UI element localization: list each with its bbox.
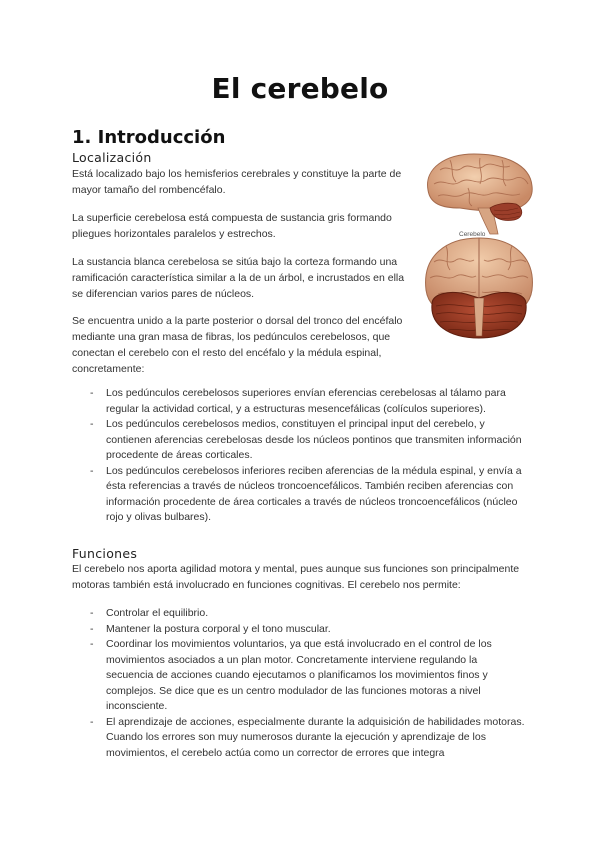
page-title: El cerebelo bbox=[211, 72, 389, 105]
subheading-localizacion: Localización bbox=[72, 150, 152, 165]
paragraph-localizacion-1: Está localizado bajo los hemisferios cerebrales y constituye la parte de mayor tamaño del rombencéfalo. bbox=[72, 168, 402, 196]
list-item: - El aprendizaje de acciones, especialmente durante la adquisición de habilidades motoras. Cuando los errores son muy numerosos durante la ejecución y aprendizaje de los movimientos, el cerebelo actúa como un corrector de errores que integra bbox=[90, 715, 526, 762]
subheading-funciones: Funciones bbox=[72, 546, 138, 561]
list-item: - Coordinar los movimientos voluntarios, ya que está involucrado en el control de los movimientos asociados a un plan motor. Concretamente interviene regulando la secuencia de acciones cuando ejecutamos o planificamos los movimientos finos y complejos. Se dice que es un centro modulador de las funciones motoras a nivel inconsciente. bbox=[90, 637, 526, 715]
pedunculos-list bbox=[90, 386, 528, 526]
figure-label-cerebelo: Cerebelo bbox=[459, 231, 486, 238]
list-item: - Controlar el equilibrio. bbox=[90, 606, 526, 622]
brain-back-view-image bbox=[418, 232, 540, 344]
list-item: - Los pedúnculos cerebelosos inferiores reciben aferencias de la médula espinal, y envía a ésta referencias a través de núcleos troncoencefálicos. También reciben aferencias con información procedente de área corticales a través de núcleos troncoencefálicos (núcleo rojo y olivas bulbares). bbox=[90, 464, 528, 526]
brain-side-view-image bbox=[420, 148, 540, 236]
paragraph-funciones-intro: El cerebelo nos aporta agilidad motora y mental, pues aunque sus funciones son principalmente motoras también está involucrado en funciones cognitivas. El cerebelo nos permite: bbox=[72, 563, 520, 591]
list-item: - Mantener la postura corporal y el tono muscular. bbox=[90, 622, 526, 638]
paragraph-localizacion-2: La superficie cerebelosa está compuesta de sustancia gris formando pliegues horizontales paralelos y estrechos. bbox=[72, 212, 392, 240]
funciones-list bbox=[90, 606, 526, 761]
paragraph-localizacion-3: La sustancia blanca cerebelosa se sitúa bajo la corteza formando una ramificación característica similar a la de un árbol, e incrustados en ella se diferencian varios pares de núcleos. bbox=[72, 256, 405, 300]
paragraph-localizacion-4: Se encuentra unido a la parte posterior o dorsal del tronco del encéfalo mediante una gran masa de fibras, los pedúnculos cerebelosos, que conectan el cerebelo con el resto del encéfalo y la médula espinal, concretamente: bbox=[72, 315, 403, 375]
list-item: - Los pedúnculos cerebelosos medios, constituyen el principal input del cerebelo, y contienen aferencias cerebelosas desde los núcleos pontinos que transmiten información procedente de áreas corticales. bbox=[90, 417, 528, 464]
list-item: - Los pedúnculos cerebelosos superiores envían eferencias cerebelosas al tálamo para regular la actividad cortical, y a estructuras mesencefálicas (colículos superiores). bbox=[90, 386, 528, 417]
section-heading-introduccion: 1. Introducción bbox=[72, 127, 226, 148]
